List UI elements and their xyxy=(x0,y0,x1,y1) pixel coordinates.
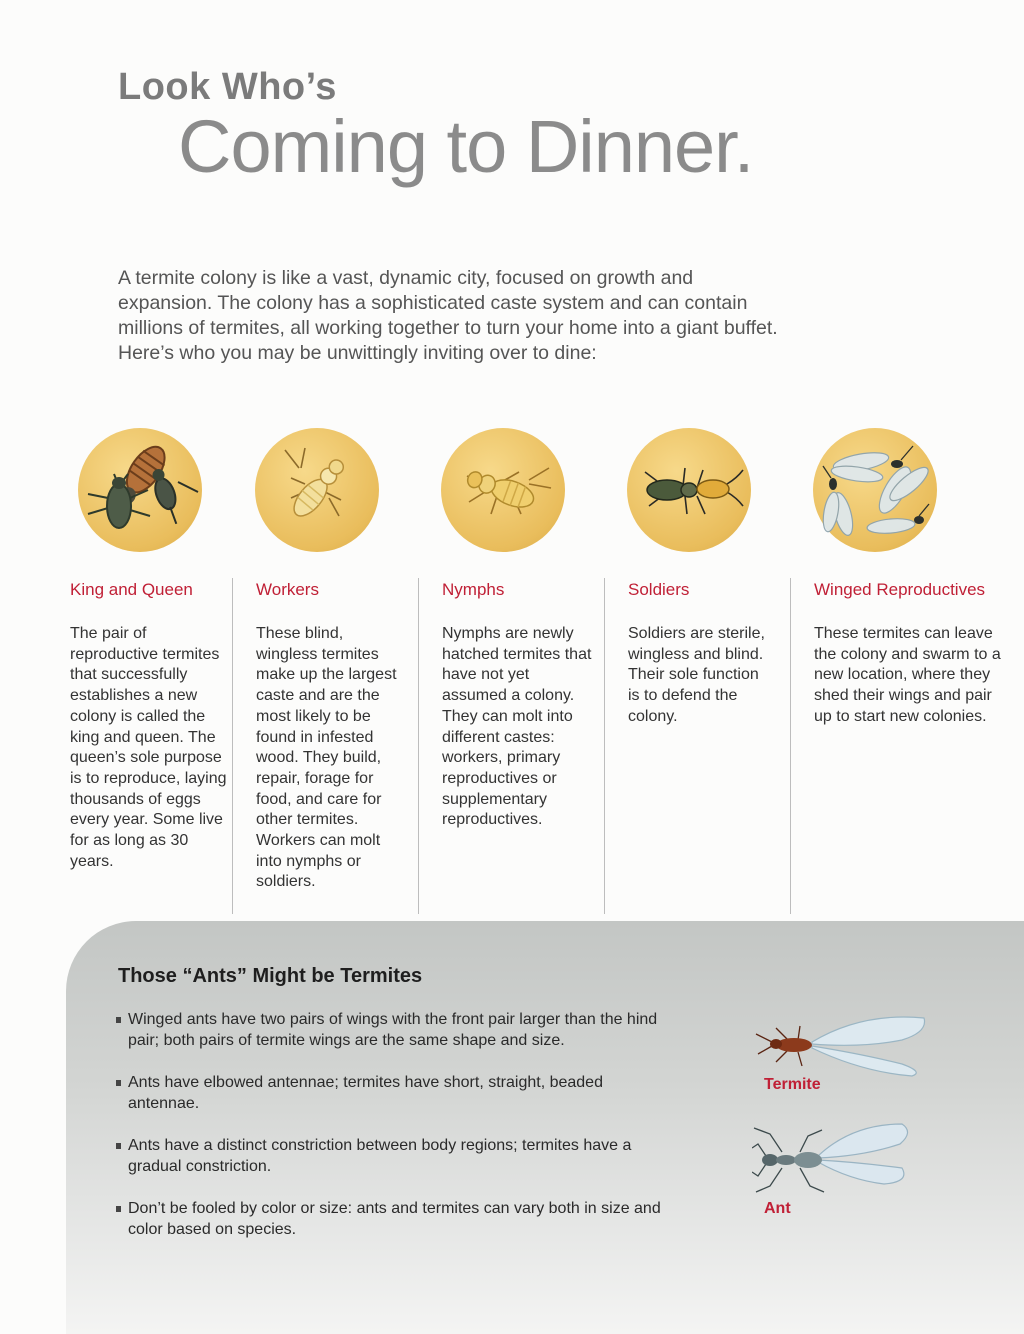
bullet-icon xyxy=(116,1017,121,1023)
bullet-icon xyxy=(116,1080,121,1086)
caste-column-winged-reproductives xyxy=(814,580,1010,728)
nymph-termite-icon xyxy=(441,428,565,552)
bullet-text: Winged ants have two pairs of wings with the front pair larger than the hind pair; both pairs of termite wings are the same shape and size. xyxy=(128,1011,658,1049)
bullet-text: Ants have a distinct constriction between body regions; termites have a gradual constriction. xyxy=(128,1137,632,1175)
caste-description: The pair of reproductive termites that successfully establishes a new colony is called the king and queen. The queen’s sole purpose is to reproduce, laying thousands of eggs every year. Some live for as long as 30 years. xyxy=(70,625,227,870)
bullet-text: Don’t be fooled by color or size: ants and termites can vary both in size and color based on species. xyxy=(128,1200,661,1238)
bullet-icon xyxy=(116,1143,121,1149)
caste-title: Workers xyxy=(256,580,319,599)
worker-termite-icon xyxy=(255,428,379,552)
column-divider xyxy=(418,578,419,914)
column-divider xyxy=(790,578,791,914)
comparison-bullet xyxy=(116,1199,676,1240)
ant-label: Ant xyxy=(764,1200,791,1217)
title-line-1: Look Who’s xyxy=(118,66,337,108)
comparison-bullet xyxy=(116,1010,676,1051)
caste-column-nymphs xyxy=(442,580,610,831)
bullet-text: Ants have elbowed antennae; termites have short, straight, beaded antennae. xyxy=(128,1074,603,1112)
caste-description: These termites can leave the colony and swarm to a new location, where they shed their wings and pair up to start new colonies. xyxy=(814,625,1001,725)
comparison-bullet xyxy=(116,1136,676,1177)
bullet-icon xyxy=(116,1206,121,1212)
winged-ant-illustration xyxy=(752,1122,932,1205)
title-line-2: Coming to Dinner. xyxy=(178,105,754,188)
caste-column-soldiers xyxy=(628,580,796,728)
termite-label: Termite xyxy=(764,1076,821,1093)
column-divider xyxy=(604,578,605,914)
soldier-termite-icon xyxy=(627,428,751,552)
caste-description: Nymphs are newly hatched termites that have not yet assumed a colony. They can molt into different castes: workers, primary reproductives or supplementary reproductives. xyxy=(442,625,592,829)
caste-title: King and Queen xyxy=(70,580,193,599)
intro-paragraph: A termite colony is like a vast, dynamic city, focused on growth and expansion. The colony has a sophisticated caste system and can contain millions of termites, all working together to turn your home into a giant buffet. Here’s who you may be unwittingly inviting over to dine: xyxy=(118,267,778,364)
caste-column-workers xyxy=(256,580,424,893)
caste-title: Soldiers xyxy=(628,580,690,599)
caste-title: Winged Reproductives xyxy=(814,580,986,599)
column-divider xyxy=(232,578,233,914)
winged-termite-icon xyxy=(813,428,937,552)
comparison-bullet xyxy=(116,1073,676,1114)
winged-termite-illustration xyxy=(752,1010,932,1085)
comparison-bullet-list xyxy=(116,1010,676,1262)
caste-description: These blind, wingless termites make up the largest caste and are the most likely to be found in infested wood. They build, repair, forage for food, and care for other termites. Workers can molt into nymphs or soldiers. xyxy=(256,625,397,891)
caste-column-king-queen xyxy=(70,580,238,872)
caste-description: Soldiers are sterile, wingless and blind. Their sole function is to defend the colony. xyxy=(628,625,765,725)
caste-title: Nymphs xyxy=(442,580,505,599)
panel-title: Those “Ants” Might be Termites xyxy=(118,965,423,987)
king-queen-termite-icon xyxy=(78,428,202,552)
